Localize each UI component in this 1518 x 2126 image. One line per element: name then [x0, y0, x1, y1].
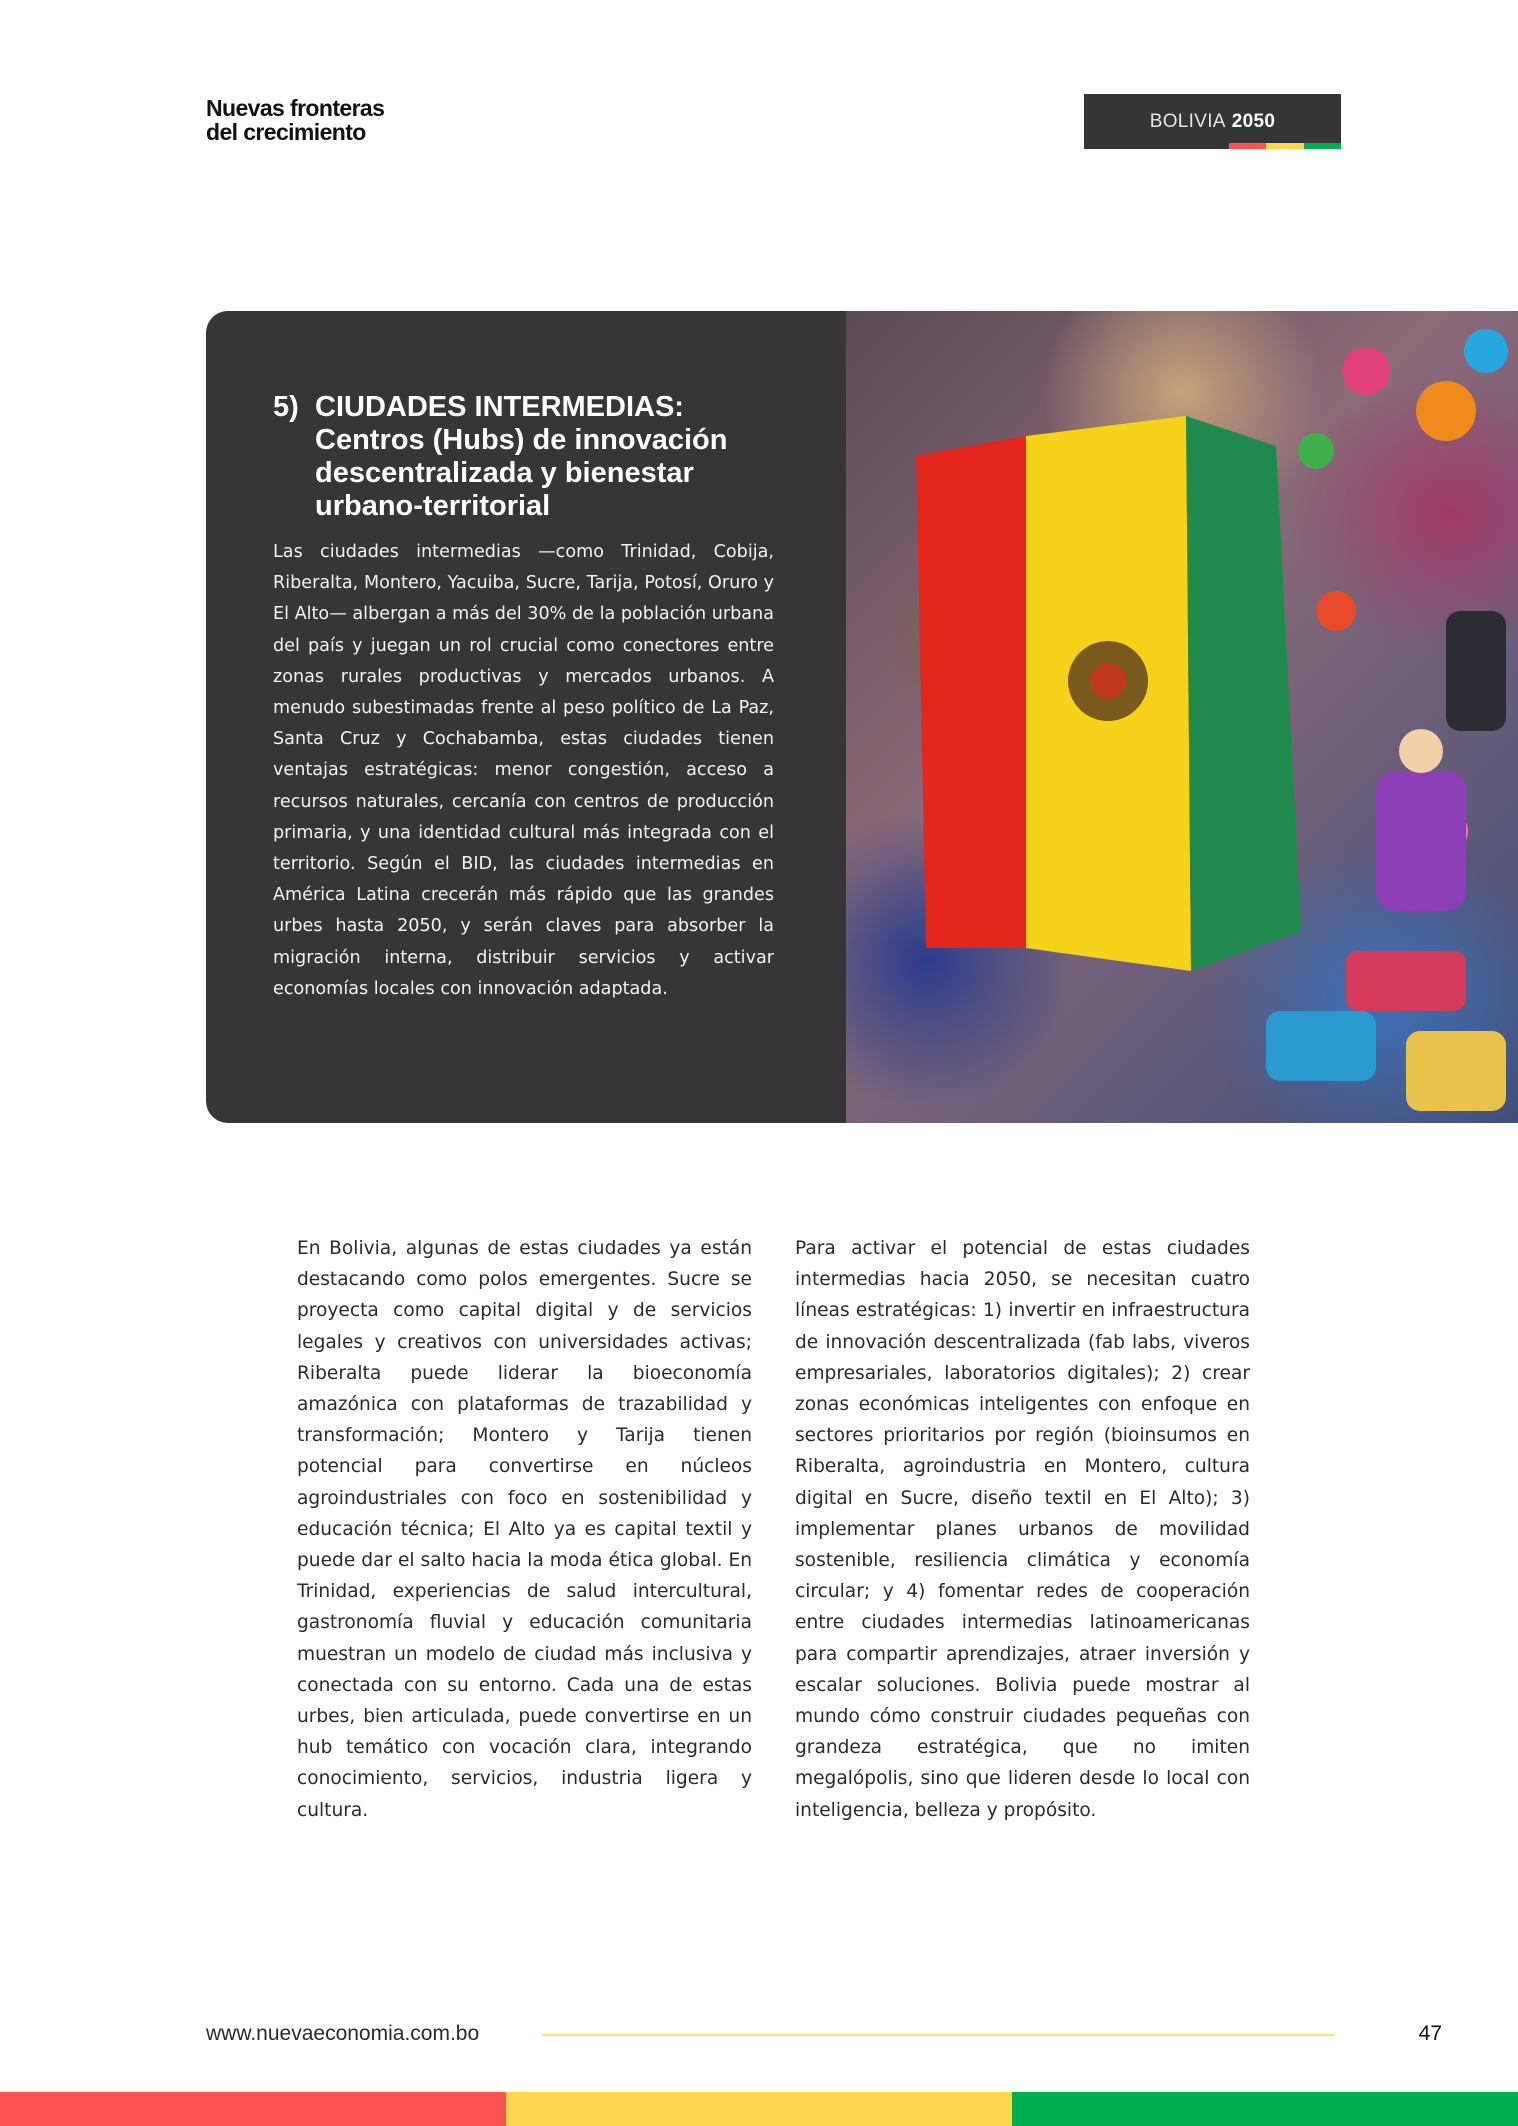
- body-column-right: Para activar el potencial de estas ciudades intermedias hacia 2050, se necesitan cuatro líneas estratégicas: 1) invertir en infraestructura de innovación descentralizada (fab labs, viveros empresariales, laboratorios digitales); 2) crear zonas económicas inteligentes con enfoque en sectores prioritarios por región (bioinsumos en Riberalta, agroindustria en Montero, cultura digital en Sucre, diseño textil en El Alto); 3) implementar planes urbanos de movilidad sostenible, resiliencia climática y economía circular; y 4) fomentar redes de cooperación entre ciudades intermedias latinoamericanas para compartir aprendizajes, atraer inversión y escalar soluciones. Bolivia puede mostrar al mundo cómo construir ciudades pequeñas con grandeza estratégica, que no imiten megalópolis, sino que lideren desde lo local con inteligencia, belleza y propósito.: [795, 1238, 1250, 1821]
- section-card: [206, 311, 846, 1123]
- flag-green-stripe: [1186, 416, 1301, 971]
- section-title-line: Centros (Hubs) de innovación: [315, 424, 728, 456]
- section-title-line: urbano-territorial: [315, 490, 551, 522]
- section-heading: [273, 391, 774, 523]
- pompom-icon: [1342, 347, 1390, 395]
- badge-stripe-green: [1304, 143, 1341, 149]
- bolivian-flag-market-photo: [846, 311, 1518, 1123]
- section-title: [315, 391, 774, 523]
- section-title-line: CIUDADES INTERMEDIAS:: [315, 391, 684, 423]
- pompom-icon: [1464, 329, 1508, 373]
- page-number: 47: [1418, 2022, 1442, 2045]
- doll-body: [1376, 771, 1466, 911]
- flag-red-stripe: [916, 436, 1026, 948]
- badge-prefix: BOLIVIA: [1149, 110, 1226, 132]
- knit-item: [1406, 1031, 1506, 1111]
- bolivia-2050-badge: [1084, 94, 1341, 149]
- pompom-icon: [1416, 381, 1476, 441]
- section-title-line: descentralizada y bienestar: [315, 457, 694, 489]
- body-column-left: En Bolivia, algunas de estas ciudades ya están destacando como polos emergentes. Sucre se proyecta como capital digital y de servicios legales y creativos con universidades activas; Riberalta puede liderar la bioeconomía amazónica con plataformas de trazabilidad y transformación; Montero y Tarija tienen potencial para convertirse en núcleos agroindustriales con foco en sostenibilidad y educación técnica; El Alto ya es capital textil y puede dar el salto hacia la moda ética global. En Trinidad, experiencias de salud intercultural, gastronomía fluvial y educación comunitaria muestran un modelo de ciudad más inclusiva y conectada con su entorno. Cada una de estas urbes, bien articulada, puede convertirse en un hub temático con vocación clara, integrando conocimiento, servicios, industria ligera y cultura.: [297, 1238, 752, 1821]
- pompom-icon: [1316, 591, 1356, 631]
- body-columns: [297, 1233, 1250, 1826]
- badge-stripe-yellow: [1266, 143, 1303, 149]
- knit-item: [1266, 1011, 1376, 1081]
- bottom-stripe-red: [0, 2092, 506, 2126]
- brand-title: [206, 96, 384, 144]
- footer-divider: [542, 2034, 1335, 2036]
- section-number: 5): [273, 391, 299, 423]
- section-intro-paragraph: Las ciudades intermedias —como Trinidad, Cobija, Riberalta, Montero, Yacuiba, Sucre, Tarija, Potosí, Oruro y El Alto— albergan a más del 30% de la población urbana del país y juegan un rol crucial como conectores entre zonas rurales productivas y mercados urbanos. A menudo subestimadas frente al peso político de La Paz, Santa Cruz y Cochabamba, estas ciudades tienen ventajas estratégicas: menor congestión, acceso a recursos naturales, cercanía con centros de producción primaria, y una identidad cultural más integrada con el territorio. Según el BID, las ciudades intermedias en América Latina crecerán más rápido que las grandes urbes hasta 2050, y serán claves para absorber la migración interna, distribuir servicios y activar economías locales con innovación adaptada.: [273, 542, 774, 999]
- knit-item: [1346, 951, 1466, 1011]
- pompom-icon: [1298, 433, 1334, 469]
- brand-line-2: del crecimiento: [206, 119, 366, 145]
- doll-head: [1399, 729, 1443, 773]
- coat-of-arms-center: [1090, 663, 1126, 699]
- brand-line-1: Nuevas fronteras: [206, 95, 385, 121]
- badge-year: 2050: [1231, 110, 1276, 132]
- bolivian-flag-icon: [916, 416, 1301, 971]
- flag-illustration: [846, 311, 1518, 1123]
- bottom-stripe-yellow: [506, 2092, 1012, 2126]
- footer-website-link[interactable]: www.nuevaeconomia.com.bo: [206, 2022, 480, 2045]
- bottom-color-stripes: [0, 2092, 1518, 2126]
- badge-color-stripes: [1229, 143, 1341, 149]
- bottom-stripe-green: [1012, 2092, 1518, 2126]
- handicraft-dolls-icon: [1266, 329, 1508, 1111]
- knit-item: [1446, 611, 1506, 731]
- badge-stripe-red: [1229, 143, 1266, 149]
